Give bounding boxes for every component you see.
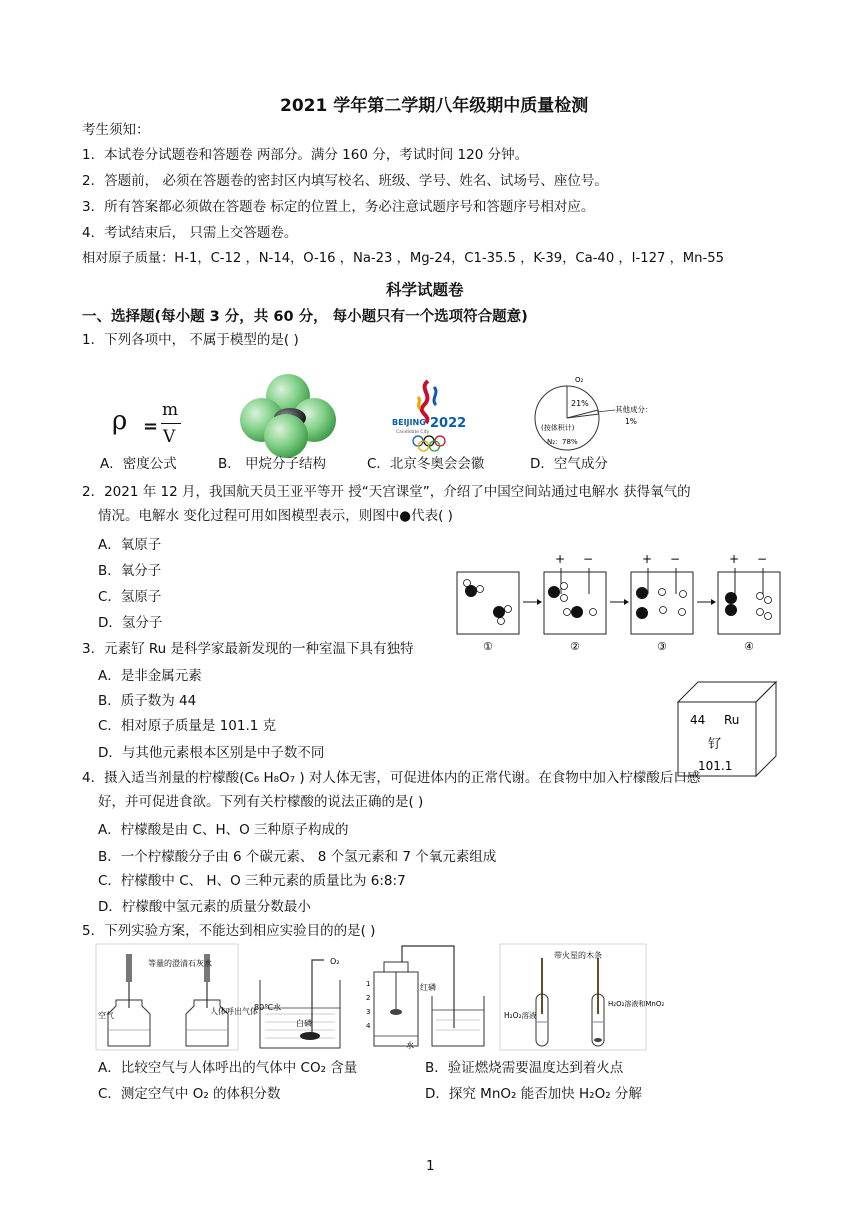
q3-option-a: A．是非金属元素	[98, 668, 202, 684]
box3-plus: +	[642, 552, 653, 566]
q1-option-a: A．密度公式	[100, 456, 177, 472]
q2-option-b: B．氧分子	[98, 563, 162, 579]
q3-option-b: B．质子数为 44	[98, 693, 197, 709]
formula-numerator: m	[162, 400, 179, 420]
label-2: ②	[570, 640, 580, 653]
fig-d-left-label: H₂O₂溶液	[504, 1011, 537, 1020]
q2-stem-line2: 情况。电解水 变化过程可用如图模型表示，则图中●代表( )	[98, 508, 453, 524]
q3-option-c: C．相对原子质量是 101.1 克	[98, 718, 277, 734]
pie-center-label: (按体积计)	[541, 424, 575, 432]
notice-3: 3．所有答案都必须做在答题卷 标定的位置上，务必注意试题序号和答题序号相对应。	[82, 199, 595, 215]
fig-c-num-4: 4	[366, 1022, 371, 1030]
q5-option-c: C．测定空气中 O₂ 的体积分数	[98, 1086, 281, 1102]
logo-subtext: Candidate City	[396, 430, 430, 435]
notice-4: 4．考试结束后， 只需上交答题卷。	[82, 225, 298, 241]
box4-minus: −	[757, 552, 768, 566]
q5-stem: 5．下列实验方案，不能达到相应实验目的的是( )	[82, 923, 376, 939]
box2-plus: +	[555, 552, 566, 566]
label-1: ①	[483, 640, 493, 653]
box3-minus: −	[670, 552, 681, 566]
equals-sign: =	[143, 416, 159, 437]
logo-year: 2022	[430, 416, 467, 431]
fig-c-num-1: 1	[366, 980, 371, 988]
q4-option-c: C．柠檬酸中 C、 H、O 三种元素的质量比为 6:8:7	[98, 873, 406, 889]
page-title: 2021 学年第二学期八年级期中质量检测	[280, 96, 589, 116]
q2-stem-line1: 2．2021 年 12 月，我国航天员王亚平等开 授“天宫课堂”，介绍了中国空间站通过电解水 获得氧气的	[82, 484, 691, 500]
page-number: 1	[426, 1158, 435, 1174]
box4-plus: +	[729, 552, 740, 566]
fig-a-right-label: 人体呼出气体	[210, 1007, 258, 1016]
air-composition-pie	[525, 372, 675, 454]
q2-option-c: C．氢原子	[98, 589, 162, 605]
notice-1: 1．本试卷分试题卷和答题卷 两部分。满分 160 分，考试时间 120 分钟。	[82, 147, 529, 163]
q5-option-d: D．探究 MnO₂ 能否加快 H₂O₂ 分解	[425, 1086, 642, 1102]
experiment-b-figure	[250, 950, 350, 1050]
experiment-a-figure	[96, 944, 258, 1052]
q4-stem-line2: 好，并可促进食欲。下列有关柠檬酸的说法正确的是( )	[98, 794, 424, 810]
ruthenium-element-cell	[676, 680, 780, 778]
cell-name: 钌	[708, 737, 722, 752]
fig-b-water-label: 80℃水	[254, 1003, 282, 1012]
paper-title: 科学试题卷	[386, 281, 464, 299]
q1-option-d: D．空气成分	[530, 456, 608, 472]
methane-model-image	[240, 372, 336, 456]
pie-other-label: 其他成分：	[615, 405, 653, 414]
cell-symbol: Ru	[724, 713, 740, 727]
pie-n2-label: N₂：78%	[547, 438, 578, 446]
fraction-bar	[161, 423, 181, 424]
fig-d-splint-label: 带火星的木条	[554, 951, 602, 960]
cell-number: 44	[690, 713, 706, 727]
atomic-mass-line: 相对原子质量：H-1，C-12 ，N-14，O-16 ，Na-23 ，Mg-24，C1-35.5 ，K-39，Ca-40 ，I-127 ，Mn-55	[82, 251, 725, 266]
experiment-d-figure	[500, 944, 665, 1052]
fig-c-num-3: 3	[366, 1008, 371, 1016]
formula-denominator: V	[163, 427, 176, 447]
q1-stem: 1．下列各项中， 不属于模型的是( )	[82, 332, 299, 348]
notice-label: 考生须知：	[82, 122, 150, 138]
q2-option-d: D．氢分子	[98, 615, 163, 631]
section-title: 一、选择题(每小题 3 分，共 60 分， 每小题只有一个选项符合题意)	[82, 309, 528, 325]
q3-stem: 3．元素钌 Ru 是科学家最新发现的一种室温下具有独特	[82, 641, 414, 657]
q4-option-b: B．一个柠檬酸分子由 6 个碳元素、 8 个氢元素和 7 个氧元素组成	[98, 849, 497, 865]
beijing-logo-image	[388, 375, 468, 455]
logo-text: BEIJING	[392, 418, 426, 427]
fig-a-mid-label: 等量的澄清石灰水	[148, 959, 212, 968]
q4-stem-line1: 4．摄入适当剂量的柠檬酸(C₆ H₈O₇ ) 对人体无害，可促进体内的正常代谢。在食物中加入柠檬酸后口感	[82, 770, 701, 786]
pie-o2-label: O₂	[575, 376, 584, 384]
q5-option-a: A．比较空气与人体呼出的气体中 CO₂ 含量	[98, 1060, 358, 1076]
experiment-c-figure	[362, 940, 488, 1052]
notice-2: 2．答题前， 必须在答题卷的密封区内填写校名、班级、学号、姓名、试场号、座位号。	[82, 173, 608, 189]
fig-c-water-label: 水	[406, 1041, 414, 1050]
q4-option-d: D．柠檬酸中氢元素的质量分数最小	[98, 899, 311, 915]
q2-option-a: A．氧原子	[98, 537, 162, 553]
fig-a-left-label: 空气	[98, 1011, 114, 1020]
fig-d-right-label: H₂O₂溶液和MnO₂	[608, 1000, 665, 1008]
q1-option-c: C．北京冬奥会会徽	[367, 456, 485, 472]
pie-other-pct: 1%	[625, 417, 637, 426]
q5-option-b: B．验证燃烧需要温度达到着火点	[425, 1060, 624, 1076]
density-formula	[110, 400, 190, 450]
q4-option-a: A．柠檬酸是由 C、H、O 三种原子构成的	[98, 822, 349, 838]
cell-mass: 101.1	[698, 759, 733, 773]
fig-c-red-p-label: 红磷	[420, 983, 436, 992]
fig-c-num-2: 2	[366, 994, 371, 1002]
q3-option-d: D．与其他元素根本区别是中子数不同	[98, 745, 325, 761]
q1-option-b: B． 甲烷分子结构	[218, 456, 327, 472]
electrolysis-model-diagram	[455, 550, 785, 655]
pie-o2-pct: 21%	[571, 399, 589, 408]
rho-symbol: ρ	[112, 406, 128, 436]
box2-minus: −	[583, 552, 594, 566]
label-3: ③	[657, 640, 667, 653]
fig-b-p-label: 白磷	[296, 1019, 312, 1028]
fig-b-o2-label: O₂	[330, 957, 340, 966]
label-4: ④	[744, 640, 754, 653]
